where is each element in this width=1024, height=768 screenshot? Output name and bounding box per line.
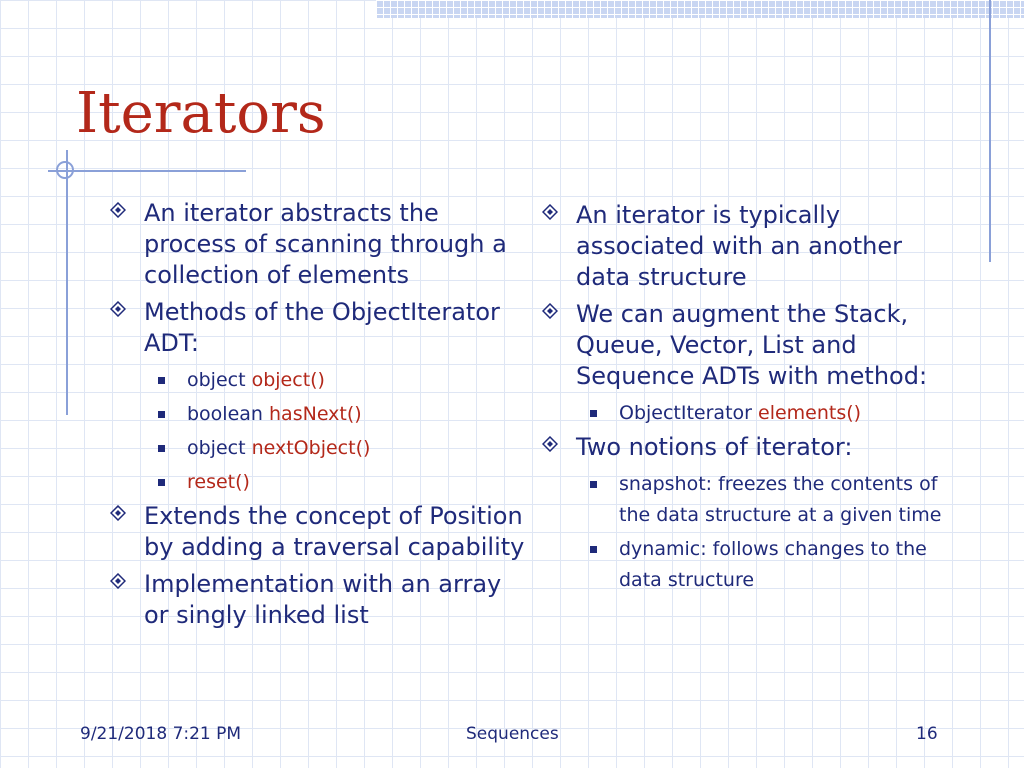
- sub-bullet-item: [540, 534, 960, 596]
- method-return-type: object: [187, 369, 252, 391]
- bullet-text: Methods of the ObjectIterator ADT:: [144, 298, 500, 357]
- diamond-bullet-icon: [110, 505, 126, 521]
- method-name: hasNext(): [269, 403, 362, 425]
- bullet-item: [108, 501, 528, 563]
- target-circle-icon: [55, 160, 75, 180]
- bullet-item: [540, 200, 960, 293]
- sub-bullet-item: [540, 398, 960, 429]
- decorative-vertical-line-right: [989, 0, 991, 262]
- sub-bullet-item: [108, 433, 528, 464]
- sub-bullet-text: snapshot: freezes the contents of the data structure at a given time: [619, 473, 942, 526]
- right-column: [540, 200, 960, 599]
- diamond-bullet-icon: [110, 573, 126, 589]
- bullet-text: An iterator is typically associated with an another data structure: [576, 201, 902, 291]
- footer-page-number: 16: [916, 724, 938, 744]
- method-return-type: ObjectIterator: [619, 402, 759, 424]
- decorative-vertical-line-left: [66, 150, 68, 415]
- bullet-item: [108, 569, 528, 631]
- bullet-item: [540, 299, 960, 392]
- method-name: nextObject(): [251, 437, 371, 459]
- sub-bullet-text: dynamic: follows changes to the data structure: [619, 538, 927, 591]
- decorative-top-band: [376, 0, 1024, 18]
- square-bullet-icon: [590, 546, 597, 553]
- left-column: [108, 198, 528, 637]
- method-name: object(): [251, 369, 325, 391]
- sub-bullet-item: [108, 365, 528, 396]
- bullet-text: We can augment the Stack, Queue, Vector, List and Sequence ADTs with method:: [576, 300, 928, 390]
- sub-bullet-item: [108, 467, 528, 498]
- square-bullet-icon: [158, 377, 165, 384]
- method-return-type: object: [187, 437, 252, 459]
- bullet-text: An iterator abstracts the process of scanning through a collection of elements: [144, 199, 507, 289]
- sub-bullet-item: [540, 469, 960, 531]
- bullet-text: Extends the concept of Position by adding a traversal capability: [144, 502, 525, 561]
- footer-title: Sequences: [466, 724, 559, 744]
- diamond-bullet-icon: [110, 202, 126, 218]
- diamond-bullet-icon: [542, 204, 558, 220]
- decorative-title-underline: [48, 170, 246, 172]
- method-return-type: boolean: [187, 403, 270, 425]
- bullet-text: Implementation with an array or singly linked list: [144, 570, 502, 629]
- method-name: reset(): [187, 471, 250, 493]
- diamond-bullet-icon: [542, 436, 558, 452]
- diamond-bullet-icon: [542, 303, 558, 319]
- square-bullet-icon: [590, 481, 597, 488]
- square-bullet-icon: [158, 411, 165, 418]
- square-bullet-icon: [158, 445, 165, 452]
- footer-date: 9/21/2018 7:21 PM: [80, 724, 242, 744]
- diamond-bullet-icon: [110, 301, 126, 317]
- slide-title: Iterators: [76, 81, 326, 146]
- sub-bullet-item: [108, 399, 528, 430]
- bullet-item: [108, 198, 528, 291]
- method-name: elements(): [758, 402, 862, 424]
- square-bullet-icon: [158, 479, 165, 486]
- bullet-item: [108, 297, 528, 359]
- bullet-text: Two notions of iterator:: [576, 433, 853, 461]
- bullet-item: [540, 432, 960, 463]
- square-bullet-icon: [590, 410, 597, 417]
